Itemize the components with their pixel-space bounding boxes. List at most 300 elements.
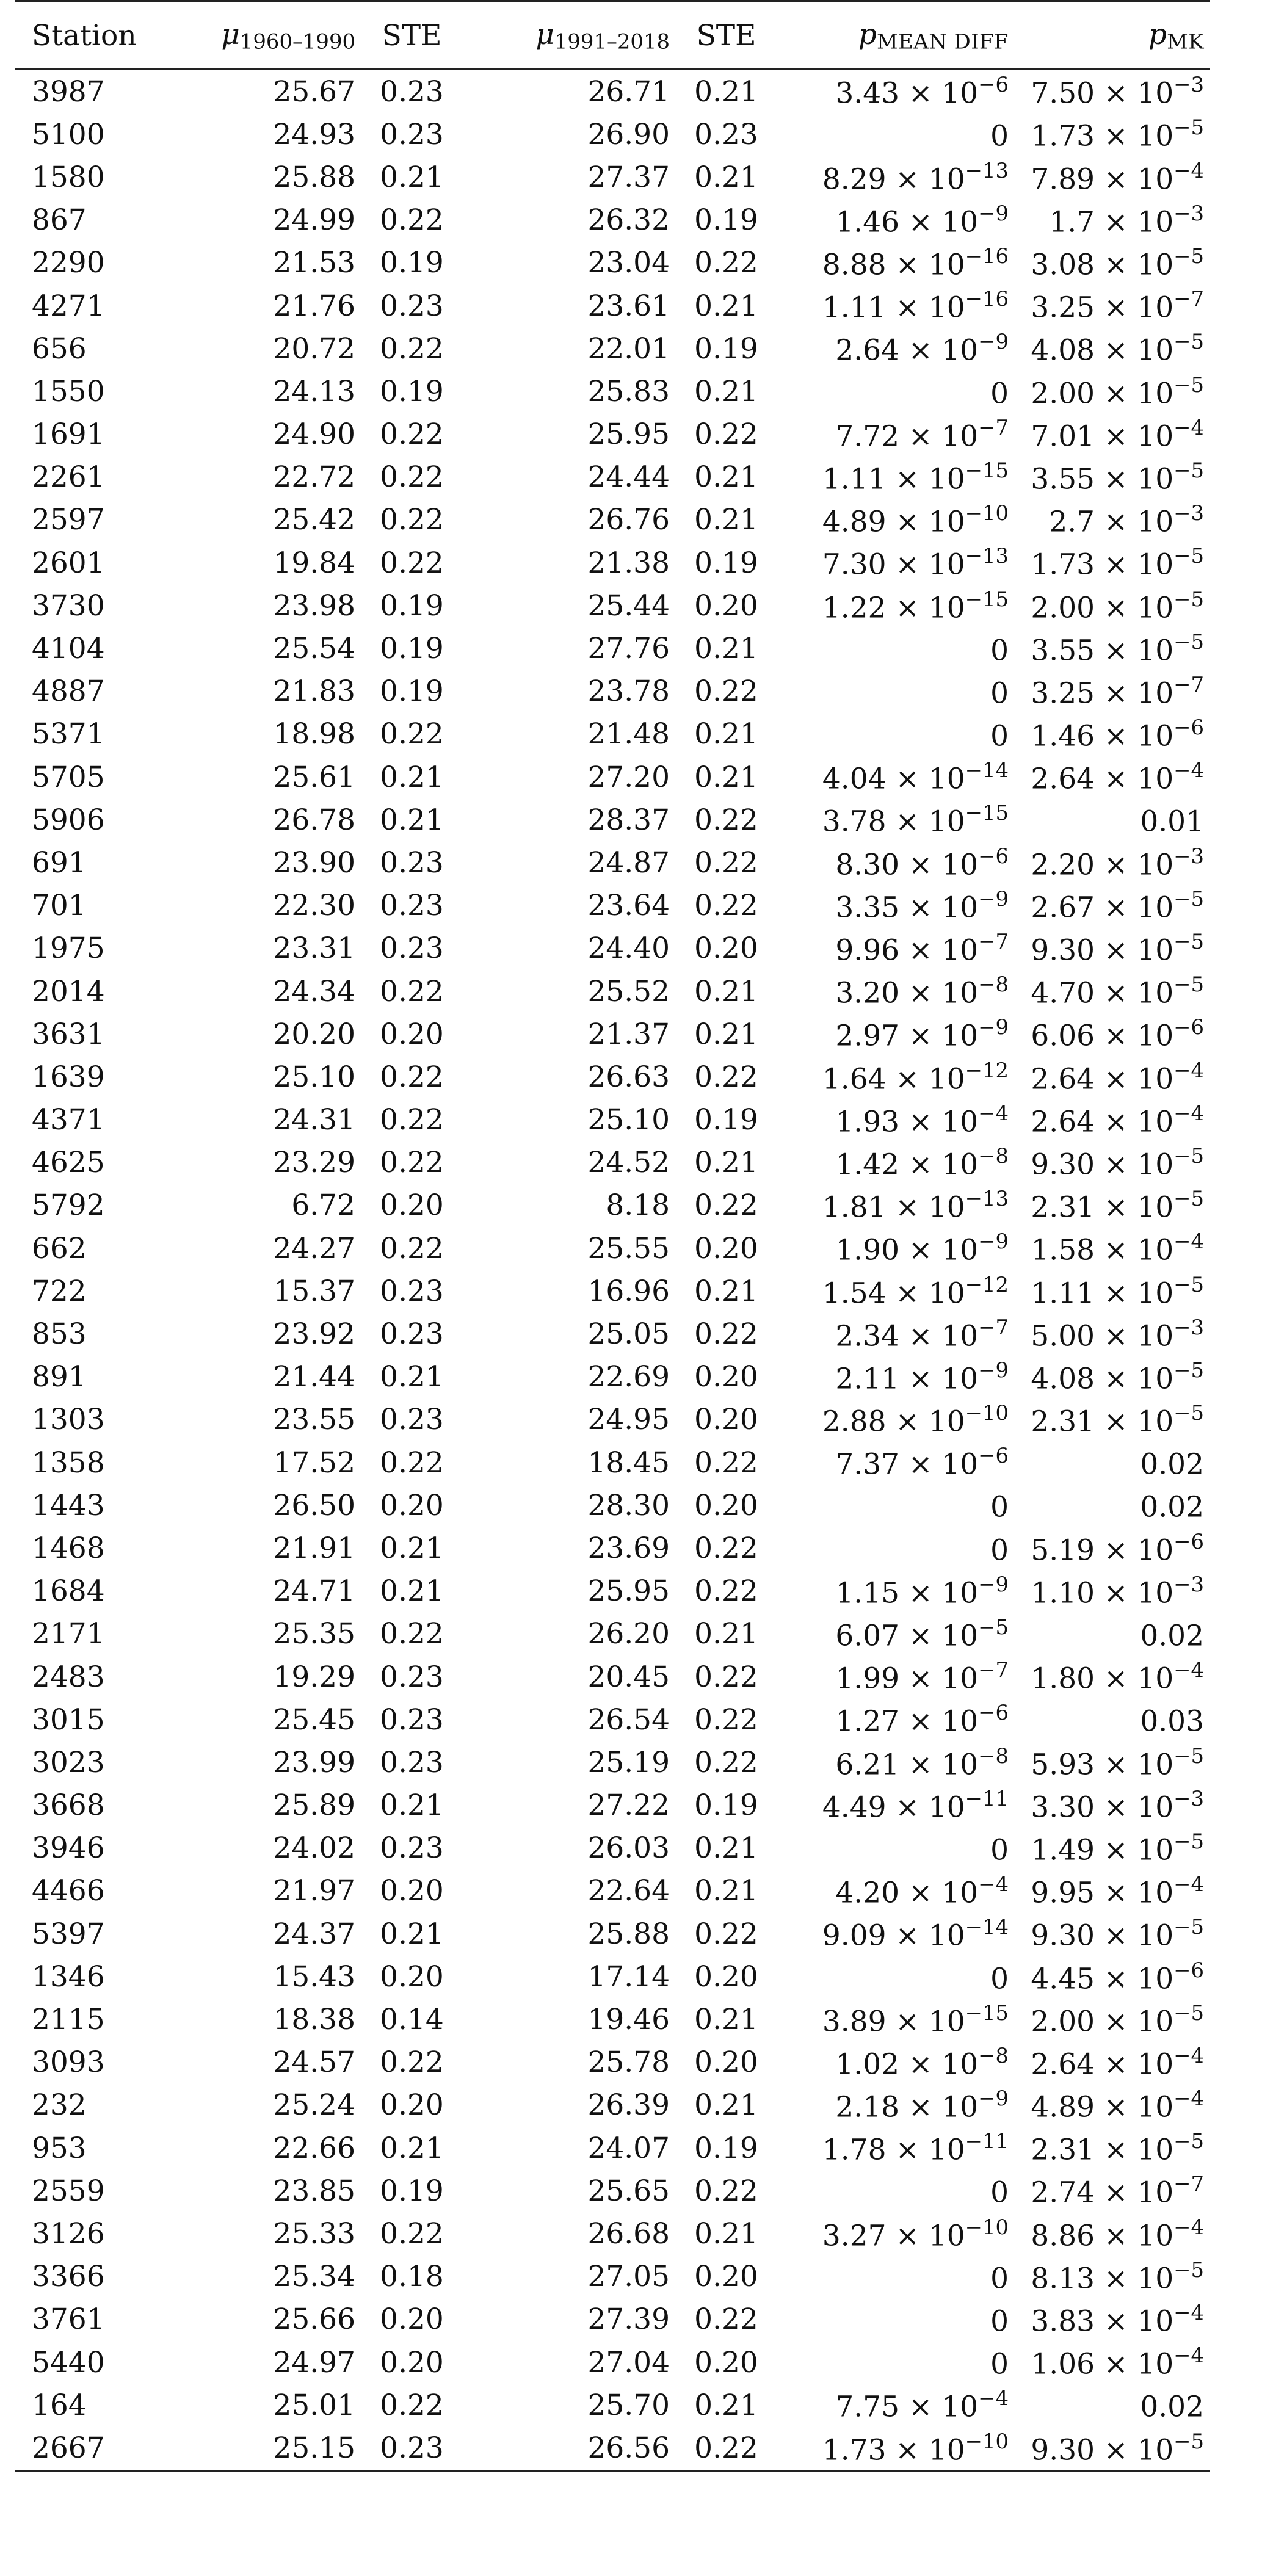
- cell-station: [15, 584, 187, 627]
- cell-ste-2-value: 0.22: [694, 2431, 758, 2465]
- cell-p-mean-diff-value: 1.11 × 10: [822, 291, 965, 325]
- cell-ste-1-value: 0.22: [380, 503, 444, 537]
- cell-p-mean-diff: [783, 584, 1009, 627]
- cell-mu-1960-1990: [187, 670, 355, 713]
- cell-mu-1960-1990: [187, 1827, 355, 1870]
- cell-ste-1-value: 0.21: [380, 1917, 444, 1951]
- cell-mu-1960-1990-value: 25.01: [273, 2388, 355, 2422]
- cell-ste-2: [670, 499, 783, 541]
- cell-station: [15, 1527, 187, 1569]
- cell-p-mean-diff-value: 1.90 × 10: [835, 1233, 979, 1267]
- cell-mu-1960-1990-value: 24.31: [273, 1103, 355, 1137]
- cell-ste-2: [670, 2127, 783, 2169]
- cell-p-mk-exponent: −5: [1173, 972, 1204, 997]
- cell-p-mk: [1009, 1870, 1210, 1912]
- cell-p-mean-diff-value: 4.89 × 10: [822, 505, 965, 539]
- cell-mu-1960-1990-value: 24.57: [273, 2046, 355, 2080]
- cell-station: [15, 2341, 187, 2384]
- table-row: [15, 456, 1210, 499]
- cell-ste-2-value: 0.21: [694, 289, 758, 323]
- cell-station-value: 3015: [32, 1702, 105, 1737]
- cell-ste-2-value: 0.22: [694, 845, 758, 880]
- cell-ste-2-value: 0.21: [694, 1146, 758, 1180]
- cell-p-mean-diff-value: 0: [990, 1962, 1009, 1996]
- cell-mu-1960-1990: [187, 713, 355, 756]
- cell-station: [15, 1441, 187, 1484]
- table-row: [15, 1912, 1210, 1955]
- cell-p-mk: [1009, 2298, 1210, 2341]
- cell-mu-1960-1990: [187, 1055, 355, 1098]
- cell-p-mk-value: 9.95 × 10: [1031, 1876, 1174, 1910]
- cell-ste-1: [355, 584, 468, 627]
- cell-p-mean-diff: [783, 456, 1009, 499]
- cell-p-mean-diff-value: 2.11 × 10: [835, 1362, 979, 1396]
- cell-p-mean-diff-exponent: −4: [978, 1872, 1009, 1897]
- cell-station: [15, 1912, 187, 1955]
- cell-mu-1991-2018-value: 25.10: [587, 1103, 670, 1137]
- cell-p-mk-value: 7.01 × 10: [1031, 419, 1174, 454]
- cell-ste-2: [670, 1055, 783, 1098]
- table-row: [15, 1870, 1210, 1912]
- cell-station-value: 891: [32, 1360, 87, 1394]
- cell-ste-1: [355, 1655, 468, 1698]
- cell-p-mk-value: 5.19 × 10: [1031, 1533, 1174, 1568]
- cell-ste-1-value: 0.19: [380, 675, 444, 709]
- cell-station-value: 656: [32, 331, 87, 366]
- cell-p-mean-diff-value: 0: [990, 719, 1009, 753]
- cell-ste-1: [355, 927, 468, 970]
- cell-mu-1991-2018: [468, 1270, 670, 1312]
- cell-mu-1960-1990: [187, 1784, 355, 1827]
- cell-ste-2-value: 0.22: [694, 418, 758, 452]
- cell-mu-1991-2018: [468, 2341, 670, 2384]
- cell-p-mk-exponent: −6: [1173, 715, 1204, 740]
- cell-p-mk: [1009, 798, 1210, 841]
- cell-p-mean-diff-exponent: −6: [978, 1701, 1009, 1725]
- table-row: [15, 798, 1210, 841]
- cell-station-value: 2290: [32, 246, 105, 280]
- table-row: [15, 284, 1210, 327]
- table-row: [15, 2256, 1210, 2298]
- cell-p-mean-diff-value: 8.29 × 10: [822, 162, 965, 197]
- table-row: [15, 927, 1210, 970]
- cell-p-mean-diff-value: 1.78 × 10: [822, 2133, 965, 2167]
- cell-station-value: 3631: [32, 1017, 105, 1051]
- cell-p-mean-diff: [783, 2127, 1009, 2169]
- cell-p-mk-value: 4.70 × 10: [1031, 976, 1174, 1010]
- cell-p-mean-diff: [783, 713, 1009, 756]
- cell-p-mean-diff-value: 4.20 × 10: [835, 1876, 979, 1910]
- cell-ste-1: [355, 413, 468, 456]
- cell-ste-1: [355, 499, 468, 541]
- cell-p-mk-value: 9.30 × 10: [1031, 2433, 1174, 2467]
- cell-ste-2: [670, 1484, 783, 1527]
- cell-mu-1991-2018-value: 22.69: [587, 1360, 670, 1394]
- cell-ste-2-value: 0.21: [694, 2388, 758, 2422]
- cell-p-mk-value: 0.02: [1140, 1447, 1204, 1482]
- cell-station: [15, 2426, 187, 2470]
- cell-mu-1991-2018-value: 24.87: [587, 845, 670, 880]
- cell-p-mean-diff-exponent: −7: [978, 415, 1009, 440]
- cell-p-mk-value: 0.03: [1140, 1705, 1204, 1739]
- cell-p-mean-diff-value: 7.30 × 10: [822, 548, 965, 582]
- cell-p-mk: [1009, 327, 1210, 370]
- cell-mu-1960-1990-value: 21.97: [273, 1874, 355, 1908]
- cell-ste-2: [670, 1099, 783, 1141]
- cell-p-mk-value: 2.64 × 10: [1031, 1105, 1174, 1139]
- cell-p-mk: [1009, 1912, 1210, 1955]
- cell-mu-1991-2018: [468, 541, 670, 584]
- cell-mu-1960-1990: [187, 841, 355, 884]
- cell-p-mean-diff: [783, 1827, 1009, 1870]
- header-pmk-subscript: MK: [1167, 29, 1204, 54]
- cell-ste-2: [670, 199, 783, 242]
- cell-station-value: 2115: [32, 2003, 105, 2037]
- cell-station-value: 1468: [32, 1531, 105, 1565]
- cell-ste-1: [355, 1741, 468, 1784]
- cell-p-mk-value: 3.08 × 10: [1031, 248, 1174, 282]
- cell-mu-1991-2018: [468, 1227, 670, 1270]
- cell-p-mk-value: 0.01: [1140, 805, 1204, 839]
- cell-p-mk-exponent: −7: [1173, 2172, 1204, 2196]
- cell-ste-1-value: 0.23: [380, 1660, 444, 1694]
- cell-p-mk-exponent: −4: [1173, 158, 1204, 183]
- cell-p-mk-exponent: −4: [1173, 1872, 1204, 1897]
- cell-mu-1960-1990-value: 17.52: [273, 1445, 355, 1480]
- cell-station: [15, 970, 187, 1013]
- cell-p-mk: [1009, 1527, 1210, 1569]
- cell-station: [15, 1484, 187, 1527]
- cell-ste-2-value: 0.22: [694, 1745, 758, 1779]
- cell-ste-2-value: 0.19: [694, 203, 758, 237]
- cell-p-mean-diff-exponent: −4: [978, 2386, 1009, 2411]
- cell-station-value: 5397: [32, 1917, 105, 1951]
- cell-p-mk: [1009, 1270, 1210, 1312]
- cell-ste-2-value: 0.22: [694, 1702, 758, 1737]
- cell-mu-1960-1990: [187, 2341, 355, 2384]
- cell-mu-1960-1990: [187, 584, 355, 627]
- cell-p-mean-diff-exponent: −12: [965, 1272, 1009, 1297]
- cell-station: [15, 113, 187, 156]
- cell-mu-1991-2018: [468, 798, 670, 841]
- cell-p-mean-diff-exponent: −14: [965, 758, 1009, 783]
- cell-p-mean-diff-exponent: −4: [978, 1101, 1009, 1125]
- cell-ste-2: [670, 1870, 783, 1912]
- cell-p-mk: [1009, 1227, 1210, 1270]
- cell-ste-1: [355, 1784, 468, 1827]
- cell-mu-1960-1990: [187, 756, 355, 798]
- cell-mu-1991-2018: [468, 1484, 670, 1527]
- cell-ste-2-value: 0.21: [694, 1831, 758, 1865]
- cell-station: [15, 2298, 187, 2341]
- cell-p-mean-diff: [783, 2041, 1009, 2084]
- cell-ste-2: [670, 1227, 783, 1270]
- cell-ste-1-value: 0.23: [380, 1274, 444, 1308]
- cell-mu-1960-1990: [187, 1870, 355, 1912]
- cell-p-mean-diff-value: 3.27 × 10: [822, 2219, 965, 2253]
- cell-ste-1: [355, 2127, 468, 2169]
- cell-ste-1-value: 0.20: [380, 1874, 444, 1908]
- cell-ste-2-value: 0.21: [694, 2216, 758, 2251]
- cell-mu-1991-2018-value: 27.39: [587, 2303, 670, 2337]
- cell-station: [15, 1312, 187, 1355]
- cell-mu-1991-2018: [468, 1870, 670, 1912]
- cell-mu-1991-2018-value: 21.38: [587, 546, 670, 580]
- cell-mu-1991-2018-value: 25.05: [587, 1317, 670, 1351]
- cell-ste-2: [670, 1741, 783, 1784]
- cell-p-mk: [1009, 1356, 1210, 1398]
- cell-p-mean-diff-exponent: −9: [978, 1015, 1009, 1040]
- cell-ste-1-value: 0.22: [380, 1103, 444, 1137]
- cell-mu-1991-2018-value: 26.32: [587, 203, 670, 237]
- cell-ste-2-value: 0.21: [694, 460, 758, 494]
- cell-p-mean-diff-exponent: −15: [965, 2000, 1009, 2025]
- cell-ste-1: [355, 1055, 468, 1098]
- table-row: [15, 1312, 1210, 1355]
- cell-ste-1: [355, 841, 468, 884]
- cell-p-mk-value: 1.7 × 10: [1049, 205, 1174, 239]
- cell-p-mk-exponent: −5: [1173, 1915, 1204, 1939]
- cell-ste-1-value: 0.22: [380, 2216, 444, 2251]
- cell-ste-2-value: 0.21: [694, 1017, 758, 1051]
- cell-mu-1960-1990-value: 19.84: [273, 546, 355, 580]
- cell-p-mk-exponent: −7: [1173, 287, 1204, 311]
- cell-p-mean-diff: [783, 1441, 1009, 1484]
- cell-p-mean-diff-exponent: −8: [978, 972, 1009, 997]
- cell-p-mean-diff-value: 6.21 × 10: [835, 1748, 979, 1782]
- cell-p-mean-diff: [783, 1484, 1009, 1527]
- cell-ste-2: [670, 1270, 783, 1312]
- cell-p-mk: [1009, 1055, 1210, 1098]
- cell-p-mk-value: 1.80 × 10: [1031, 1662, 1174, 1696]
- header-station: Station: [15, 1, 187, 70]
- table-row: [15, 370, 1210, 413]
- cell-mu-1960-1990-value: 21.44: [273, 1360, 355, 1394]
- cell-p-mk-value: 2.00 × 10: [1031, 377, 1174, 411]
- cell-ste-2-value: 0.21: [694, 74, 758, 109]
- cell-ste-1: [355, 1441, 468, 1484]
- cell-ste-1-value: 0.20: [380, 2345, 444, 2379]
- cell-mu-1991-2018-value: 23.78: [587, 675, 670, 709]
- cell-p-mean-diff-value: 0: [990, 2347, 1009, 2381]
- cell-mu-1960-1990: [187, 413, 355, 456]
- cell-p-mk: [1009, 2212, 1210, 2255]
- cell-p-mean-diff-exponent: −13: [965, 1187, 1009, 1211]
- cell-p-mk-exponent: −6: [1173, 1015, 1204, 1040]
- cell-p-mean-diff: [783, 1870, 1009, 1912]
- cell-station: [15, 70, 187, 114]
- cell-mu-1991-2018: [468, 1055, 670, 1098]
- table-row: [15, 70, 1210, 114]
- table-row: [15, 713, 1210, 756]
- cell-station: [15, 1827, 187, 1870]
- cell-p-mean-diff-value: 2.18 × 10: [835, 2090, 979, 2124]
- cell-ste-1: [355, 1270, 468, 1312]
- cell-station: [15, 1099, 187, 1141]
- cell-ste-2: [670, 113, 783, 156]
- cell-station: [15, 1741, 187, 1784]
- cell-p-mk-exponent: −5: [1173, 2000, 1204, 2025]
- cell-mu-1991-2018-value: 24.40: [587, 932, 670, 966]
- cell-mu-1960-1990: [187, 370, 355, 413]
- cell-p-mk: [1009, 413, 1210, 456]
- cell-p-mean-diff: [783, 927, 1009, 970]
- cell-ste-1-value: 0.21: [380, 760, 444, 794]
- cell-p-mk-exponent: −4: [1173, 1658, 1204, 1682]
- cell-mu-1960-1990-value: 20.20: [273, 1017, 355, 1051]
- cell-p-mk: [1009, 1184, 1210, 1227]
- cell-mu-1991-2018: [468, 1655, 670, 1698]
- cell-station: [15, 627, 187, 670]
- cell-mu-1960-1990-value: 21.83: [273, 675, 355, 709]
- cell-p-mk: [1009, 499, 1210, 541]
- cell-p-mk-exponent: −4: [1173, 415, 1204, 440]
- cell-ste-1: [355, 113, 468, 156]
- cell-mu-1960-1990-value: 25.88: [273, 160, 355, 194]
- table-row: [15, 1998, 1210, 2041]
- cell-p-mean-diff-value: 0: [990, 2262, 1009, 2296]
- cell-ste-1: [355, 1312, 468, 1355]
- cell-ste-1: [355, 1912, 468, 1955]
- cell-p-mk: [1009, 970, 1210, 1013]
- cell-station-value: 5100: [32, 117, 105, 151]
- cell-ste-2: [670, 1570, 783, 1613]
- station-statistics-table: [15, 0, 1210, 2472]
- cell-mu-1991-2018-value: 26.90: [587, 117, 670, 151]
- cell-station-value: 1684: [32, 1574, 105, 1608]
- cell-p-mean-diff-value: 2.97 × 10: [835, 1019, 979, 1054]
- cell-mu-1991-2018-value: 25.95: [587, 418, 670, 452]
- cell-mu-1960-1990: [187, 1398, 355, 1441]
- cell-ste-2: [670, 584, 783, 627]
- cell-p-mean-diff-value: 4.04 × 10: [822, 762, 965, 796]
- cell-mu-1960-1990: [187, 242, 355, 284]
- cell-p-mean-diff: [783, 413, 1009, 456]
- table-row: [15, 1741, 1210, 1784]
- cell-ste-1: [355, 2426, 468, 2470]
- cell-p-mean-diff-exponent: −10: [965, 1401, 1009, 1425]
- cell-ste-2-value: 0.21: [694, 2003, 758, 2037]
- cell-ste-1-value: 0.21: [380, 1574, 444, 1608]
- cell-ste-1-value: 0.23: [380, 1317, 444, 1351]
- cell-ste-2: [670, 1613, 783, 1655]
- cell-p-mean-diff-value: 2.88 × 10: [822, 1405, 965, 1439]
- cell-ste-1-value: 0.20: [380, 2088, 444, 2122]
- cell-mu-1960-1990: [187, 1184, 355, 1227]
- cell-p-mean-diff: [783, 1398, 1009, 1441]
- cell-mu-1991-2018-value: 25.55: [587, 1231, 670, 1265]
- cell-ste-1: [355, 1398, 468, 1441]
- cell-p-mean-diff: [783, 1955, 1009, 1998]
- cell-p-mean-diff-exponent: −16: [965, 244, 1009, 269]
- cell-mu-1991-2018: [468, 627, 670, 670]
- cell-p-mean-diff: [783, 2384, 1009, 2426]
- cell-p-mk: [1009, 2426, 1210, 2470]
- cell-mu-1991-2018: [468, 1398, 670, 1441]
- cell-ste-2: [670, 2426, 783, 2470]
- cell-mu-1991-2018: [468, 2212, 670, 2255]
- cell-station: [15, 1955, 187, 1998]
- cell-station: [15, 1698, 187, 1741]
- cell-ste-2-value: 0.20: [694, 1231, 758, 1265]
- cell-station-value: 232: [32, 2088, 87, 2122]
- table-row: [15, 1955, 1210, 1998]
- cell-p-mk-value: 2.64 × 10: [1031, 762, 1174, 796]
- cell-station: [15, 1356, 187, 1398]
- cell-p-mean-diff-value: 1.27 × 10: [835, 1705, 979, 1739]
- table-row: [15, 1227, 1210, 1270]
- cell-p-mean-diff-value: 0: [990, 634, 1009, 668]
- cell-ste-2: [670, 670, 783, 713]
- cell-mu-1960-1990-value: 25.54: [273, 632, 355, 666]
- table-row: [15, 2426, 1210, 2470]
- cell-ste-1-value: 0.23: [380, 1403, 444, 1437]
- cell-p-mk-exponent: −4: [1173, 1101, 1204, 1125]
- cell-p-mk-value: 5.93 × 10: [1031, 1748, 1174, 1782]
- cell-ste-2-value: 0.21: [694, 503, 758, 537]
- cell-ste-2: [670, 1698, 783, 1741]
- cell-station: [15, 670, 187, 713]
- cell-mu-1960-1990-value: 22.66: [273, 2131, 355, 2165]
- cell-station: [15, 885, 187, 927]
- cell-mu-1991-2018-value: 27.05: [587, 2260, 670, 2294]
- cell-p-mk-exponent: −5: [1173, 587, 1204, 611]
- cell-ste-2: [670, 2084, 783, 2127]
- cell-ste-2-value: 0.20: [694, 1360, 758, 1394]
- cell-p-mk-exponent: −4: [1173, 2301, 1204, 2325]
- cell-ste-2-value: 0.22: [694, 246, 758, 280]
- cell-station-value: 1303: [32, 1403, 105, 1437]
- cell-ste-2: [670, 2298, 783, 2341]
- cell-mu-1991-2018-value: 23.04: [587, 246, 670, 280]
- cell-mu-1991-2018: [468, 113, 670, 156]
- cell-mu-1991-2018: [468, 1570, 670, 1613]
- cell-ste-1-value: 0.23: [380, 117, 444, 151]
- cell-mu-1960-1990-value: 26.50: [273, 1488, 355, 1522]
- cell-p-mean-diff-exponent: −9: [978, 1229, 1009, 1254]
- cell-ste-2: [670, 1356, 783, 1398]
- table-row: [15, 1570, 1210, 1613]
- cell-mu-1991-2018-value: 27.76: [587, 632, 670, 666]
- cell-mu-1960-1990-value: 24.99: [273, 203, 355, 237]
- cell-mu-1991-2018: [468, 1527, 670, 1569]
- cell-mu-1960-1990: [187, 2212, 355, 2255]
- cell-p-mean-diff-exponent: −6: [978, 73, 1009, 97]
- table-row: [15, 1527, 1210, 1569]
- cell-mu-1991-2018-value: 21.48: [587, 717, 670, 751]
- cell-station-value: 2014: [32, 974, 105, 1008]
- cell-p-mean-diff-exponent: −11: [965, 2129, 1009, 2154]
- cell-station-value: 953: [32, 2131, 87, 2165]
- cell-station: [15, 541, 187, 584]
- cell-ste-1: [355, 970, 468, 1013]
- cell-p-mean-diff-value: 6.07 × 10: [835, 1619, 979, 1653]
- cell-ste-1-value: 0.23: [380, 1702, 444, 1737]
- cell-p-mk-value: 7.89 × 10: [1031, 162, 1174, 197]
- cell-ste-2: [670, 841, 783, 884]
- cell-p-mean-diff-value: 2.34 × 10: [835, 1319, 979, 1353]
- cell-mu-1960-1990: [187, 1698, 355, 1741]
- cell-mu-1960-1990: [187, 1741, 355, 1784]
- cell-mu-1960-1990: [187, 156, 355, 198]
- cell-ste-2: [670, 1784, 783, 1827]
- cell-p-mean-diff: [783, 885, 1009, 927]
- cell-mu-1991-2018-value: 26.68: [587, 2216, 670, 2251]
- cell-mu-1991-2018: [468, 1741, 670, 1784]
- cell-ste-2-value: 0.21: [694, 974, 758, 1008]
- cell-ste-1-value: 0.23: [380, 289, 444, 323]
- header-row: [15, 1, 1210, 70]
